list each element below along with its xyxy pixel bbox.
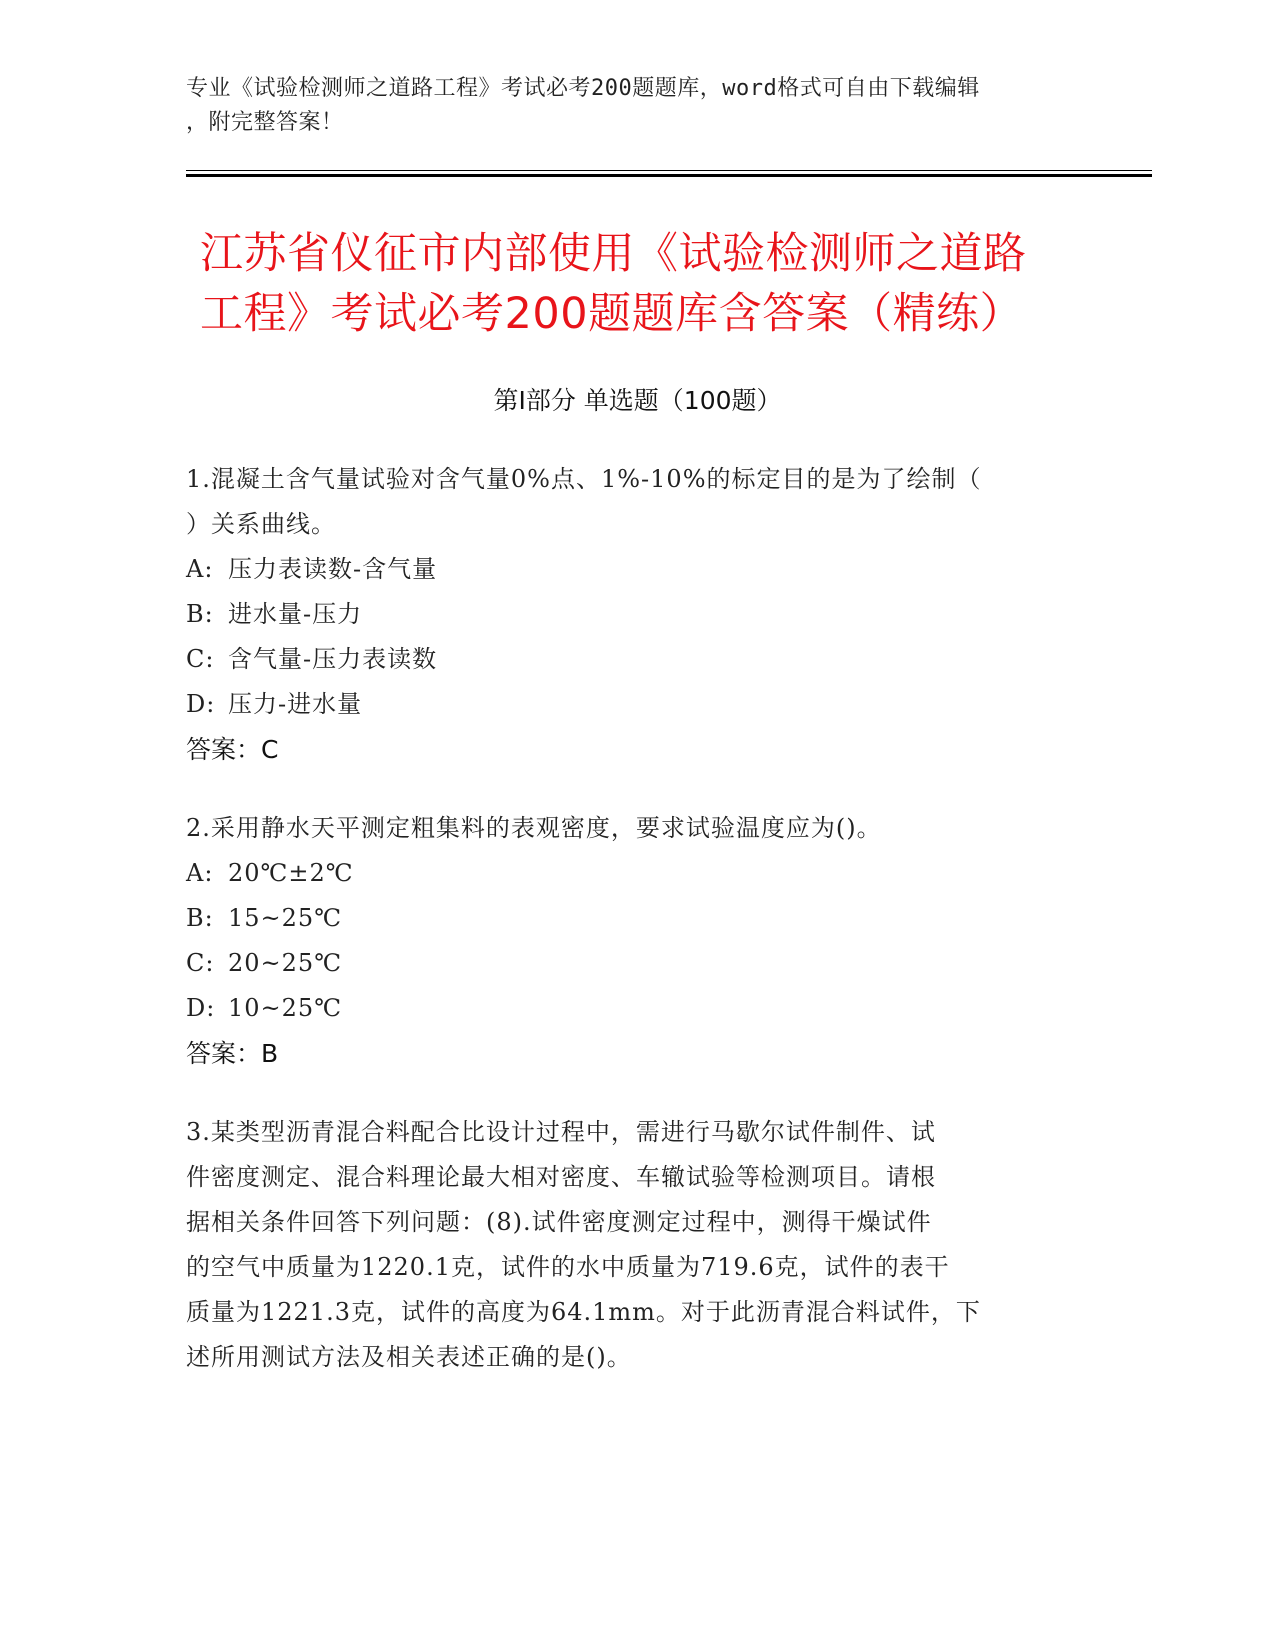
question-stem-line: 据相关条件回答下列问题：(8).试件密度测定过程中，测得干燥试件 — [186, 1208, 932, 1236]
option-d — [186, 682, 1086, 727]
option-b — [186, 592, 1086, 637]
option-c — [186, 637, 1086, 682]
question-stem-line: 件密度测定、混合料理论最大相对密度、车辙试验等检测项目。请根 — [186, 1163, 936, 1191]
option-text: 10~25℃ — [228, 994, 343, 1022]
option-text: 15~25℃ — [228, 904, 343, 932]
option-d — [186, 986, 1086, 1031]
answer-label: 答案：C — [186, 735, 279, 764]
option-text: 压力-进水量 — [228, 690, 363, 718]
answer-label: 答案：B — [186, 1039, 279, 1068]
option-text: 进水量-压力 — [228, 600, 363, 628]
question-stem-line: 述所用测试方法及相关表述正确的是()。 — [186, 1343, 632, 1371]
option-key: C: — [186, 645, 215, 673]
document-title-line-2: 工程》考试必考200题题库含答案（精练） — [200, 289, 1024, 339]
question-3 — [186, 1110, 1086, 1380]
question-stem-line: 1.混凝土含气量试验对含气量0%点、1%-10%的标定目的是为了绘制（ — [186, 465, 982, 493]
option-key: B: — [186, 904, 214, 932]
option-key: D: — [186, 994, 216, 1022]
option-a — [186, 547, 1086, 592]
question-stem-line: ）关系曲线。 — [186, 510, 336, 538]
header-note — [186, 72, 1066, 140]
option-key: C: — [186, 949, 215, 977]
question-stem-line: 质量为1221.3克，试件的高度为64.1mm。对于此沥青混合料试件，下 — [186, 1298, 981, 1326]
option-text: 20℃±2℃ — [228, 859, 354, 887]
option-key: D: — [186, 690, 216, 718]
option-text: 含气量-压力表读数 — [228, 645, 438, 673]
option-c — [186, 941, 1086, 986]
document-title — [200, 224, 1100, 344]
option-text: 压力表读数-含气量 — [228, 555, 438, 583]
question-2 — [186, 806, 1086, 1076]
option-text: 20~25℃ — [228, 949, 343, 977]
question-stem-line: 的空气中质量为1220.1克，试件的水中质量为719.6克，试件的表干 — [186, 1253, 950, 1281]
header-rule-thin — [186, 170, 1152, 171]
option-key: A: — [186, 859, 214, 887]
option-a — [186, 851, 1086, 896]
option-key: B: — [186, 600, 214, 628]
option-b — [186, 896, 1086, 941]
option-key: A: — [186, 555, 214, 583]
question-stem-line: 3.某类型沥青混合料配合比设计过程中，需进行马歇尔试件制件、试 — [186, 1118, 936, 1146]
header-note-line-1: 专业《试验检测师之道路工程》考试必考200题题库，word格式可自由下载编辑 — [186, 76, 980, 101]
header-note-line-2: ，附完整答案！ — [186, 110, 344, 135]
document-title-line-1: 江苏省仪征市内部使用《试验检测师之道路 — [200, 229, 1027, 279]
header-rule-thick — [186, 174, 1152, 177]
question-1 — [186, 457, 1086, 772]
question-stem-line: 2.采用静水天平测定粗集料的表观密度，要求试验温度应为()。 — [186, 814, 882, 842]
section-heading: 第Ⅰ部分 单选题（100题） — [493, 386, 782, 415]
